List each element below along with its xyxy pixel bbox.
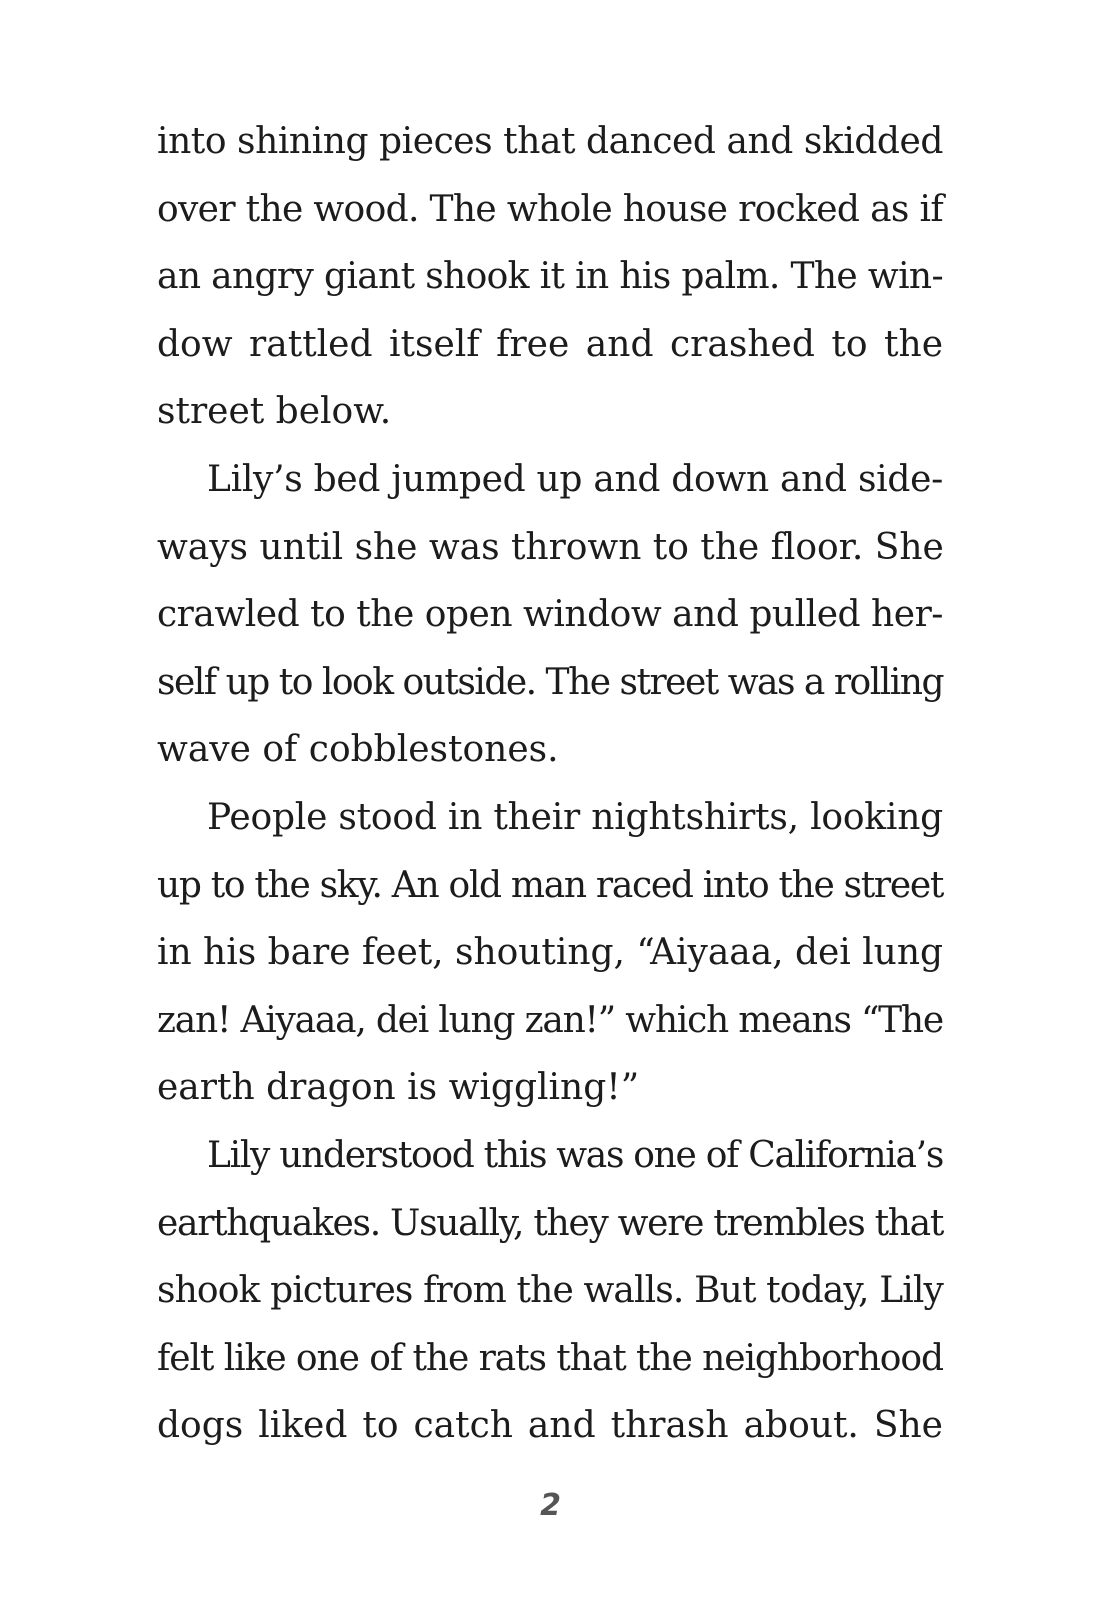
paragraph-2 (157, 446, 943, 784)
text-line: dogs liked to catch and thrash about. She (157, 1405, 943, 1447)
body-text (157, 108, 943, 1460)
paragraph-4 (157, 1122, 943, 1460)
text-line: an angry giant shook it in his palm. The win- (157, 256, 943, 298)
text-line: felt like one of the rats that the neighborhood (157, 1337, 943, 1379)
text-line: dow rattled itself free and crashed to the (157, 323, 943, 365)
text-line: Lily’s bed jumped up and down and side- (207, 458, 943, 500)
text-line: shook pictures from the walls. But today, Lily (157, 1270, 943, 1312)
text-line: People stood in their nightshirts, looking (207, 796, 943, 838)
text-line: in his bare feet, shouting, “Aiyaaa, dei lung (157, 932, 943, 974)
text-line: zan! Aiyaaa, dei lung zan!” which means “The (157, 999, 943, 1041)
text-line: Lily understood this was one of California’s (207, 1134, 943, 1176)
text-line: earthquakes. Usually, they were trembles that (157, 1202, 944, 1244)
text-line: wave of cobblestones. (157, 729, 559, 771)
paragraph-3 (157, 784, 943, 1122)
text-line: over the wood. The whole house rocked as if (157, 188, 943, 230)
paragraph-1 (157, 108, 943, 446)
text-line: into shining pieces that danced and skidded (157, 121, 943, 162)
text-line: earth dragon is wiggling!” (157, 1067, 640, 1109)
text-line: ways until she was thrown to the floor. She (157, 526, 944, 568)
text-line: up to the sky. An old man raced into the street (157, 864, 943, 906)
text-line: street below. (157, 391, 392, 433)
text-line: crawled to the open window and pulled her- (157, 594, 943, 636)
text-line: self up to look outside. The street was a rolling (157, 661, 944, 703)
page-number: 2 (540, 1488, 561, 1523)
